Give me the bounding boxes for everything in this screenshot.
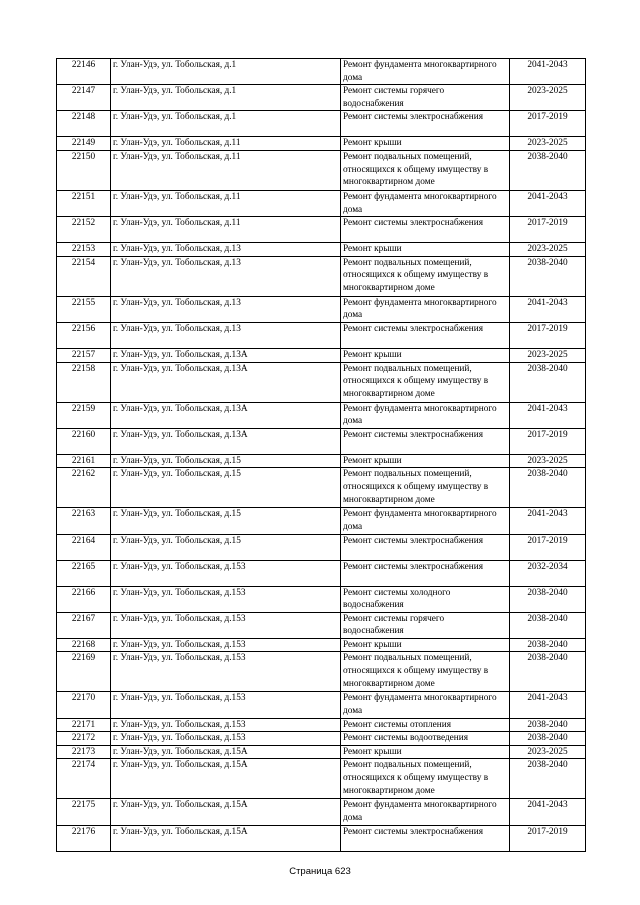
row-address: г. Улан-Удэ, ул. Тобольская, д.15А [111, 745, 341, 759]
row-period: 2023-2025 [510, 348, 586, 362]
row-period: 2023-2025 [510, 454, 586, 468]
row-work-type: Ремонт фундамента многоквартирного дома [341, 296, 510, 322]
row-period: 2041-2043 [510, 296, 586, 322]
row-address: г. Улан-Удэ, ул. Тобольская, д.13А [111, 402, 341, 428]
table-row [57, 85, 586, 111]
row-number: 22165 [57, 560, 111, 586]
table-body [57, 59, 586, 852]
table-row [57, 732, 586, 746]
row-work-type: Ремонт подвальных помещений, относящихся к общему имуществу в многоквартирном доме [341, 468, 510, 508]
row-work-type: Ремонт системы отопления [341, 718, 510, 732]
row-address: г. Улан-Удэ, ул. Тобольская, д.15 [111, 534, 341, 560]
row-address: г. Улан-Удэ, ул. Тобольская, д.15А [111, 759, 341, 799]
row-number: 22162 [57, 468, 111, 508]
row-work-type: Ремонт крыши [341, 348, 510, 362]
row-work-type: Ремонт фундамента многоквартирного дома [341, 508, 510, 534]
row-work-type: Ремонт системы горячего водоснабжения [341, 85, 510, 111]
table-row [57, 638, 586, 652]
table-row [57, 718, 586, 732]
row-number: 22161 [57, 454, 111, 468]
row-work-type: Ремонт фундамента многоквартирного дома [341, 402, 510, 428]
table-row [57, 348, 586, 362]
row-number: 22149 [57, 137, 111, 151]
row-number: 22163 [57, 508, 111, 534]
row-period: 2041-2043 [510, 190, 586, 216]
row-address: г. Улан-Удэ, ул. Тобольская, д.15 [111, 508, 341, 534]
row-address: г. Улан-Удэ, ул. Тобольская, д.15 [111, 454, 341, 468]
row-work-type: Ремонт подвальных помещений, относящихся к общему имуществу в многоквартирном доме [341, 362, 510, 402]
row-address: г. Улан-Удэ, ул. Тобольская, д.153 [111, 612, 341, 638]
row-number: 22153 [57, 243, 111, 257]
row-address: г. Улан-Удэ, ул. Тобольская, д.11 [111, 150, 341, 190]
row-period: 2038-2040 [510, 638, 586, 652]
table-row [57, 825, 586, 851]
row-number: 22164 [57, 534, 111, 560]
table-row [57, 468, 586, 508]
table-row [57, 243, 586, 257]
row-address: г. Улан-Удэ, ул. Тобольская, д.153 [111, 560, 341, 586]
row-number: 22150 [57, 150, 111, 190]
row-number: 22156 [57, 322, 111, 348]
row-period: 2017-2019 [510, 322, 586, 348]
row-address: г. Улан-Удэ, ул. Тобольская, д.13 [111, 243, 341, 257]
row-address: г. Улан-Удэ, ул. Тобольская, д.15А [111, 799, 341, 825]
row-number: 22175 [57, 799, 111, 825]
row-number: 22174 [57, 759, 111, 799]
row-work-type: Ремонт подвальных помещений, относящихся к общему имуществу в многоквартирном доме [341, 150, 510, 190]
row-address: г. Улан-Удэ, ул. Тобольская, д.1 [111, 111, 341, 137]
row-address: г. Улан-Удэ, ул. Тобольская, д.153 [111, 732, 341, 746]
row-work-type: Ремонт крыши [341, 137, 510, 151]
table-row [57, 111, 586, 137]
row-period: 2038-2040 [510, 586, 586, 612]
table-row [57, 137, 586, 151]
row-work-type: Ремонт системы горячего водоснабжения [341, 612, 510, 638]
row-work-type: Ремонт подвальных помещений, относящихся к общему имуществу в многоквартирном доме [341, 759, 510, 799]
row-work-type: Ремонт фундамента многоквартирного дома [341, 799, 510, 825]
row-address: г. Улан-Удэ, ул. Тобольская, д.13 [111, 256, 341, 296]
row-period: 2038-2040 [510, 256, 586, 296]
row-period: 2038-2040 [510, 362, 586, 402]
row-number: 22172 [57, 732, 111, 746]
row-address: г. Улан-Удэ, ул. Тобольская, д.11 [111, 217, 341, 243]
table-row [57, 256, 586, 296]
row-work-type: Ремонт системы электроснабжения [341, 111, 510, 137]
row-period: 2038-2040 [510, 759, 586, 799]
page-number: Страница 623 [289, 866, 351, 877]
row-period: 2041-2043 [510, 508, 586, 534]
row-number: 22166 [57, 586, 111, 612]
row-number: 22151 [57, 190, 111, 216]
table-row [57, 454, 586, 468]
row-address: г. Улан-Удэ, ул. Тобольская, д.15 [111, 468, 341, 508]
row-work-type: Ремонт системы электроснабжения [341, 534, 510, 560]
row-period: 2017-2019 [510, 534, 586, 560]
table-row [57, 322, 586, 348]
row-work-type: Ремонт системы электроснабжения [341, 322, 510, 348]
table-row [57, 296, 586, 322]
row-period: 2017-2019 [510, 428, 586, 454]
row-work-type: Ремонт системы холодного водоснабжения [341, 586, 510, 612]
row-address: г. Улан-Удэ, ул. Тобольская, д.153 [111, 586, 341, 612]
row-work-type: Ремонт фундамента многоквартирного дома [341, 59, 510, 85]
row-address: г. Улан-Удэ, ул. Тобольская, д.13 [111, 322, 341, 348]
row-address: г. Улан-Удэ, ул. Тобольская, д.13А [111, 348, 341, 362]
row-work-type: Ремонт фундамента многоквартирного дома [341, 190, 510, 216]
row-work-type: Ремонт крыши [341, 638, 510, 652]
row-work-type: Ремонт системы электроснабжения [341, 560, 510, 586]
row-address: г. Улан-Удэ, ул. Тобольская, д.1 [111, 85, 341, 111]
table-row [57, 428, 586, 454]
row-number: 22173 [57, 745, 111, 759]
row-address: г. Улан-Удэ, ул. Тобольская, д.15А [111, 825, 341, 851]
table-row [57, 508, 586, 534]
row-number: 22155 [57, 296, 111, 322]
row-number: 22170 [57, 692, 111, 718]
table-row [57, 692, 586, 718]
row-number: 22171 [57, 718, 111, 732]
table-row [57, 59, 586, 85]
row-period: 2023-2025 [510, 85, 586, 111]
table-row [57, 799, 586, 825]
row-work-type: Ремонт крыши [341, 745, 510, 759]
row-address: г. Улан-Удэ, ул. Тобольская, д.13А [111, 428, 341, 454]
row-address: г. Улан-Удэ, ул. Тобольская, д.153 [111, 638, 341, 652]
row-work-type: Ремонт системы электроснабжения [341, 217, 510, 243]
row-number: 22176 [57, 825, 111, 851]
repair-schedule-table [56, 58, 586, 852]
row-period: 2038-2040 [510, 718, 586, 732]
row-period: 2038-2040 [510, 612, 586, 638]
row-number: 22152 [57, 217, 111, 243]
row-address: г. Улан-Удэ, ул. Тобольская, д.13 [111, 296, 341, 322]
row-number: 22169 [57, 652, 111, 692]
row-period: 2038-2040 [510, 468, 586, 508]
row-work-type: Ремонт подвальных помещений, относящихся к общему имуществу в многоквартирном доме [341, 256, 510, 296]
row-work-type: Ремонт крыши [341, 454, 510, 468]
table-row [57, 612, 586, 638]
row-number: 22160 [57, 428, 111, 454]
row-period: 2041-2043 [510, 402, 586, 428]
row-period: 2023-2025 [510, 243, 586, 257]
table-row [57, 217, 586, 243]
row-address: г. Улан-Удэ, ул. Тобольская, д.13А [111, 362, 341, 402]
row-number: 22168 [57, 638, 111, 652]
row-period: 2023-2025 [510, 745, 586, 759]
row-number: 22154 [57, 256, 111, 296]
row-period: 2038-2040 [510, 652, 586, 692]
row-period: 2041-2043 [510, 692, 586, 718]
table-row [57, 652, 586, 692]
row-number: 22146 [57, 59, 111, 85]
row-period: 2041-2043 [510, 59, 586, 85]
row-period: 2017-2019 [510, 217, 586, 243]
table-row [57, 150, 586, 190]
row-number: 22159 [57, 402, 111, 428]
row-number: 22167 [57, 612, 111, 638]
row-work-type: Ремонт крыши [341, 243, 510, 257]
row-address: г. Улан-Удэ, ул. Тобольская, д.11 [111, 137, 341, 151]
row-number: 22148 [57, 111, 111, 137]
row-period: 2038-2040 [510, 732, 586, 746]
row-period: 2032-2034 [510, 560, 586, 586]
row-period: 2041-2043 [510, 799, 586, 825]
row-period: 2023-2025 [510, 137, 586, 151]
table-row [57, 534, 586, 560]
row-work-type: Ремонт системы водоотведения [341, 732, 510, 746]
row-work-type: Ремонт системы электроснабжения [341, 428, 510, 454]
row-address: г. Улан-Удэ, ул. Тобольская, д.153 [111, 652, 341, 692]
table-row [57, 745, 586, 759]
table-row [57, 759, 586, 799]
row-number: 22147 [57, 85, 111, 111]
table-row [57, 586, 586, 612]
row-address: г. Улан-Удэ, ул. Тобольская, д.1 [111, 59, 341, 85]
table-row [57, 402, 586, 428]
table-row [57, 560, 586, 586]
row-work-type: Ремонт системы электроснабжения [341, 825, 510, 851]
row-period: 2017-2019 [510, 111, 586, 137]
row-address: г. Улан-Удэ, ул. Тобольская, д.153 [111, 718, 341, 732]
table-row [57, 362, 586, 402]
row-work-type: Ремонт подвальных помещений, относящихся к общему имуществу в многоквартирном доме [341, 652, 510, 692]
row-work-type: Ремонт фундамента многоквартирного дома [341, 692, 510, 718]
row-number: 22157 [57, 348, 111, 362]
row-address: г. Улан-Удэ, ул. Тобольская, д.11 [111, 190, 341, 216]
row-period: 2038-2040 [510, 150, 586, 190]
row-address: г. Улан-Удэ, ул. Тобольская, д.153 [111, 692, 341, 718]
row-period: 2017-2019 [510, 825, 586, 851]
row-number: 22158 [57, 362, 111, 402]
table-row [57, 190, 586, 216]
